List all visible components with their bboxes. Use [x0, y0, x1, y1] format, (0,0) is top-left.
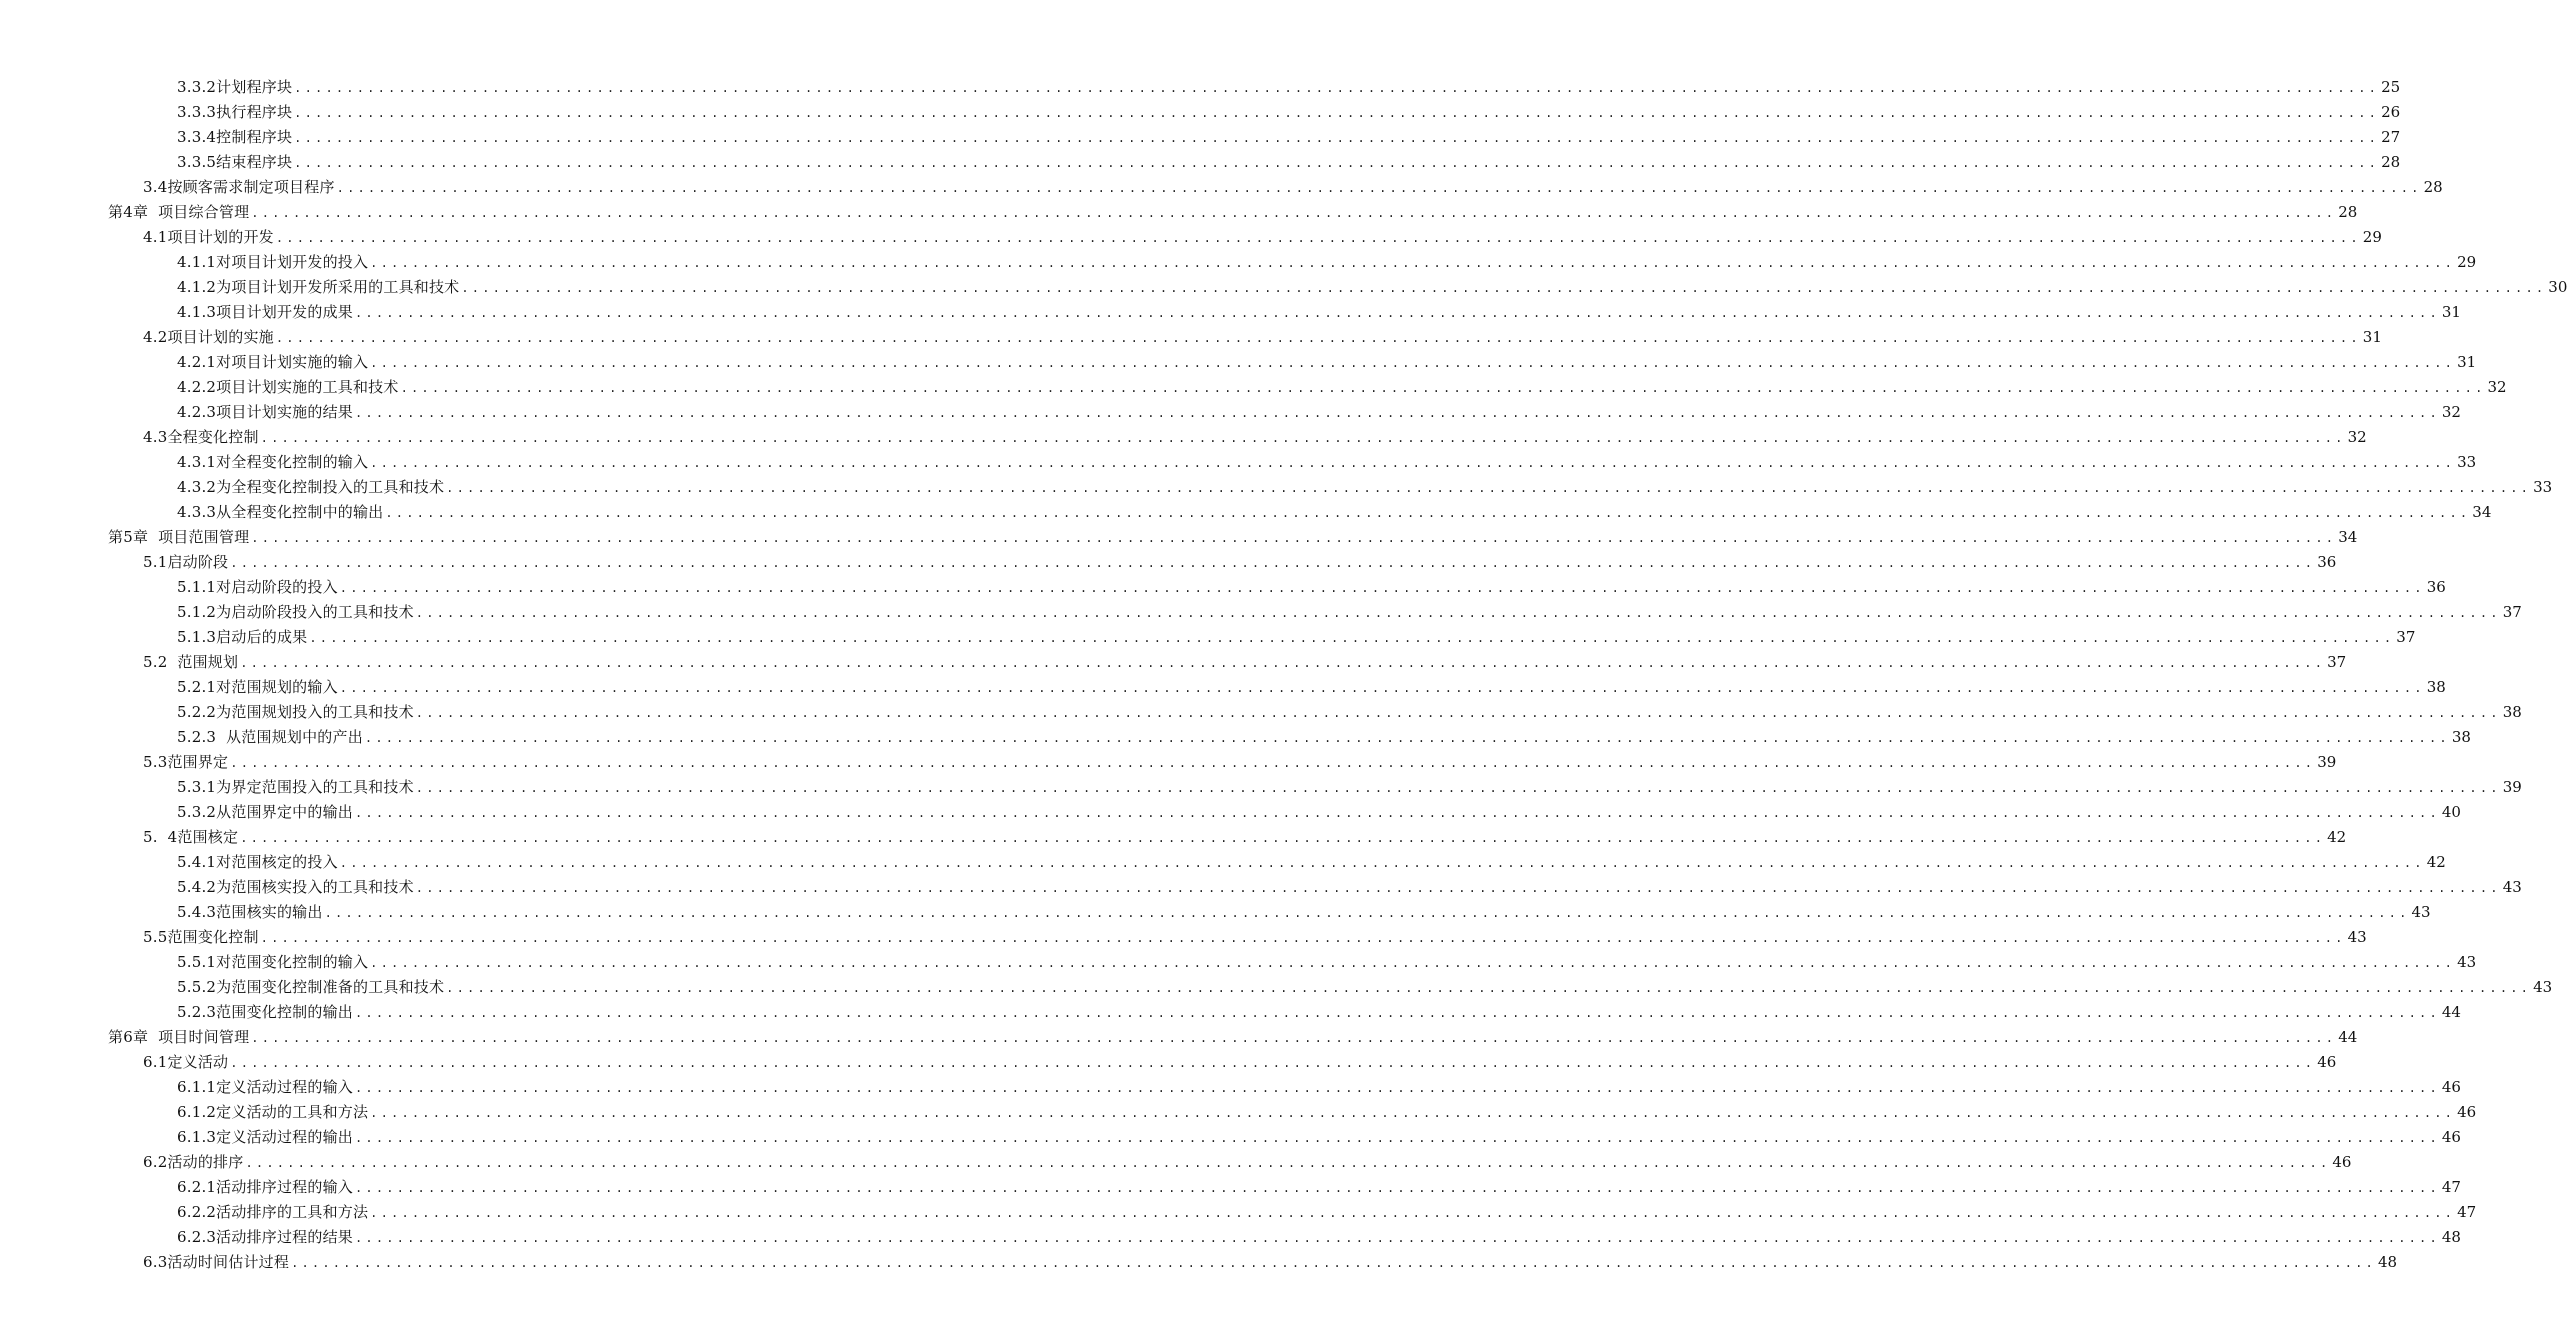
toc-dot-leader: ........................................................................................................................................................................................................ — [461, 281, 2547, 295]
toc-entry[interactable] — [0, 800, 2461, 825]
toc-entry-title: 6.1.2定义活动的工具和方法 — [177, 1103, 369, 1121]
toc-entry-page-number: 29 — [2362, 228, 2382, 246]
toc-dot-leader: ........................................................................................................................................................................................................ — [230, 556, 2316, 570]
toc-entry[interactable] — [0, 1075, 2461, 1100]
toc-entry-page-number: 48 — [2377, 1253, 2398, 1271]
toc-entry-title: 5.2.1对范围规划的输入 — [177, 678, 338, 696]
toc-entry-title: 3.3.5结束程序块 — [177, 153, 293, 171]
toc-entry[interactable] — [0, 1150, 2352, 1175]
toc-entry-title: 3.3.2计划程序块 — [177, 78, 293, 96]
toc-entry-title: 5.4.1对范围核定的投入 — [177, 853, 338, 871]
toc-entry-title: 5.2.3范围变化控制的输出 — [177, 1003, 353, 1021]
toc-dot-leader: ........................................................................................................................................................................................................ — [240, 656, 2326, 670]
toc-entry-title: 5.2.3 从范围规划中的产出 — [177, 728, 363, 746]
toc-entry-page-number: 46 — [2457, 1103, 2477, 1121]
toc-dot-leader: ........................................................................................................................................................................................................ — [354, 406, 2440, 420]
toc-entry-title: 5.3.1为界定范围投入的工具和技术 — [177, 778, 414, 796]
toc-entry-page-number: 38 — [2426, 678, 2446, 696]
toc-entry-title: 5.5.2为范围变化控制准备的工具和技术 — [177, 978, 445, 996]
toc-entry[interactable] — [0, 550, 2337, 575]
toc-entry-page-number: 46 — [2441, 1078, 2461, 1096]
toc-entry-title: 5.3.2从范围界定中的输出 — [177, 803, 353, 821]
toc-dot-leader: ........................................................................................................................................................................................................ — [370, 1106, 2456, 1120]
toc-entry[interactable] — [0, 450, 2477, 475]
toc-dot-leader: ........................................................................................................................................................................................................ — [370, 1206, 2456, 1220]
toc-dot-leader: ........................................................................................................................................................................................................ — [291, 1256, 2376, 1270]
toc-entry-title: 4.1项目计划的开发 — [143, 228, 274, 246]
toc-entry-title: 5.2 范围规划 — [143, 653, 239, 671]
toc-entry-title: 第4章 项目综合管理 — [108, 203, 250, 221]
toc-dot-leader: ........................................................................................................................................................................................................ — [275, 331, 2361, 345]
toc-entry-title: 4.3全程变化控制 — [143, 428, 259, 446]
toc-entry[interactable] — [0, 1175, 2461, 1200]
toc-entry-page-number: 33 — [2533, 478, 2553, 496]
toc-entry-title: 6.2.2活动排序的工具和方法 — [177, 1203, 369, 1221]
toc-dot-leader: ........................................................................................................................................................................................................ — [260, 931, 2346, 945]
toc-dot-leader: ........................................................................................................................................................................................................ — [446, 481, 2532, 495]
toc-entry[interactable] — [0, 1225, 2461, 1250]
toc-entry-page-number: 37 — [2502, 603, 2522, 621]
toc-dot-leader: ........................................................................................................................................................................................................ — [446, 981, 2532, 995]
toc-dot-leader: ........................................................................................................................................................................................................ — [251, 531, 2337, 545]
toc-entry[interactable] — [0, 600, 2522, 625]
toc-entry-page-number: 37 — [2396, 628, 2416, 646]
toc-dot-leader: ........................................................................................................................................................................................................ — [294, 156, 2380, 170]
toc-entry[interactable] — [0, 1100, 2477, 1125]
toc-entry-title: 5.3范围界定 — [143, 753, 229, 771]
toc-dot-leader: ........................................................................................................................................................................................................ — [354, 306, 2440, 320]
toc-dot-leader: ........................................................................................................................................................................................................ — [251, 206, 2337, 220]
toc-dot-leader: ........................................................................................................................................................................................................ — [336, 181, 2422, 195]
toc-dot-leader: ........................................................................................................................................................................................................ — [245, 1156, 2331, 1170]
toc-entry[interactable] — [0, 475, 2553, 500]
toc-entry-page-number: 47 — [2441, 1178, 2461, 1196]
toc-entry-page-number: 28 — [2423, 178, 2443, 196]
toc-dot-leader: ........................................................................................................................................................................................................ — [415, 781, 2501, 795]
toc-entry-page-number: 48 — [2441, 1228, 2461, 1246]
toc-dot-leader: ........................................................................................................................................................................................................ — [354, 1081, 2440, 1095]
toc-entry-page-number: 37 — [2327, 653, 2347, 671]
toc-entry[interactable] — [0, 125, 2401, 150]
toc-entry[interactable] — [0, 1025, 2358, 1050]
toc-entry-title: 4.3.2为全程变化控制投入的工具和技术 — [177, 478, 445, 496]
toc-entry[interactable] — [0, 975, 2553, 1000]
toc-entry[interactable] — [0, 575, 2446, 600]
toc-entry-page-number: 30 — [2548, 278, 2567, 296]
toc-entry-page-number: 44 — [2441, 1003, 2461, 1021]
toc-entry[interactable] — [0, 250, 2477, 275]
toc-dot-leader: ........................................................................................................................................................................................................ — [275, 231, 2361, 245]
toc-dot-leader: ........................................................................................................................................................................................................ — [324, 906, 2410, 920]
table-of-contents — [0, 75, 2567, 1275]
toc-entry[interactable] — [0, 850, 2446, 875]
toc-dot-leader: ........................................................................................................................................................................................................ — [339, 681, 2425, 695]
toc-entry[interactable] — [0, 525, 2358, 550]
toc-entry-page-number: 32 — [2487, 378, 2507, 396]
toc-entry-title: 3.4按顾客需求制定项目程序 — [143, 178, 335, 196]
toc-entry-page-number: 28 — [2338, 203, 2358, 221]
toc-entry[interactable] — [0, 225, 2382, 250]
toc-entry-page-number: 31 — [2362, 328, 2382, 346]
toc-dot-leader: ........................................................................................................................................................................................................ — [251, 1031, 2337, 1045]
toc-dot-leader: ........................................................................................................................................................................................................ — [240, 831, 2326, 845]
toc-entry-title: 第5章 项目范围管理 — [108, 528, 250, 546]
toc-entry-page-number: 47 — [2457, 1203, 2477, 1221]
toc-entry[interactable] — [0, 1000, 2461, 1025]
toc-entry-title: 4.3.1对全程变化控制的输入 — [177, 453, 369, 471]
toc-entry-title: 6.2活动的排序 — [143, 1153, 244, 1171]
toc-entry[interactable] — [0, 425, 2367, 450]
toc-entry[interactable] — [0, 200, 2358, 225]
toc-dot-leader: ........................................................................................................................................................................................................ — [339, 581, 2425, 595]
toc-entry[interactable] — [0, 700, 2522, 725]
toc-dot-leader: ........................................................................................................................................................................................................ — [400, 381, 2486, 395]
toc-dot-leader: ........................................................................................................................................................................................................ — [370, 356, 2456, 370]
toc-entry[interactable] — [0, 150, 2401, 175]
toc-entry-title: 5.5.1对范围变化控制的输入 — [177, 953, 369, 971]
toc-entry-title: 5.1启动阶段 — [143, 553, 229, 571]
toc-entry-title: 4.2项目计划的实施 — [143, 328, 274, 346]
toc-dot-leader: ........................................................................................................................................................................................................ — [385, 506, 2471, 520]
toc-entry-title: 6.1.1定义活动过程的输入 — [177, 1078, 353, 1096]
toc-entry-title: 3.3.3执行程序块 — [177, 103, 293, 121]
toc-entry-page-number: 43 — [2347, 928, 2367, 946]
toc-entry-page-number: 32 — [2441, 403, 2461, 421]
toc-entry[interactable] — [0, 275, 2567, 300]
toc-entry-page-number: 31 — [2457, 353, 2477, 371]
toc-entry-title: 6.3活动时间估计过程 — [143, 1253, 290, 1271]
toc-entry[interactable] — [0, 950, 2477, 975]
toc-dot-leader: ........................................................................................................................................................................................................ — [354, 806, 2440, 820]
toc-entry-title: 5.1.3启动后的成果 — [177, 628, 308, 646]
toc-dot-leader: ........................................................................................................................................................................................................ — [364, 731, 2450, 745]
toc-dot-leader: ........................................................................................................................................................................................................ — [260, 431, 2346, 445]
toc-entry[interactable] — [0, 375, 2507, 400]
toc-dot-leader: ........................................................................................................................................................................................................ — [354, 1231, 2440, 1245]
toc-entry[interactable] — [0, 625, 2416, 650]
toc-entry[interactable] — [0, 925, 2367, 950]
toc-entry-title: 第6章 项目时间管理 — [108, 1028, 250, 1046]
toc-entry-page-number: 46 — [2332, 1153, 2352, 1171]
toc-entry[interactable] — [0, 300, 2461, 325]
toc-entry-page-number: 26 — [2381, 103, 2401, 121]
toc-entry-page-number: 28 — [2381, 153, 2401, 171]
toc-entry-title: 6.1.3定义活动过程的输出 — [177, 1128, 353, 1146]
toc-entry-page-number: 46 — [2441, 1128, 2461, 1146]
toc-entry-title: 4.1.1对项目计划开发的投入 — [177, 253, 369, 271]
toc-entry[interactable] — [0, 100, 2401, 125]
toc-entry[interactable] — [0, 825, 2347, 850]
toc-dot-leader: ........................................................................................................................................................................................................ — [339, 856, 2425, 870]
toc-entry-page-number: 34 — [2472, 503, 2492, 521]
toc-dot-leader: ........................................................................................................................................................................................................ — [230, 756, 2316, 770]
toc-entry-title: 4.3.3从全程变化控制中的输出 — [177, 503, 384, 521]
toc-entry[interactable] — [0, 400, 2461, 425]
toc-entry-title: 4.1.2为项目计划开发所采用的工具和技术 — [177, 278, 460, 296]
toc-entry-title: 5. 4范围核定 — [143, 828, 239, 846]
toc-entry-page-number: 38 — [2451, 728, 2471, 746]
toc-entry-title: 5.2.2为范围规划投入的工具和技术 — [177, 703, 414, 721]
toc-entry-title: 3.3.4控制程序块 — [177, 128, 293, 146]
toc-entry-page-number: 43 — [2411, 903, 2431, 921]
toc-entry[interactable] — [0, 1050, 2337, 1075]
toc-entry-title: 6.1定义活动 — [143, 1053, 229, 1071]
toc-entry-page-number: 43 — [2533, 978, 2553, 996]
toc-entry-page-number: 42 — [2426, 853, 2446, 871]
toc-entry-page-number: 39 — [2317, 753, 2337, 771]
toc-entry-page-number: 27 — [2381, 128, 2401, 146]
toc-dot-leader: ........................................................................................................................................................................................................ — [354, 1131, 2440, 1145]
toc-dot-leader: ........................................................................................................................................................................................................ — [370, 256, 2456, 270]
toc-entry-page-number: 33 — [2457, 453, 2477, 471]
toc-entry[interactable] — [0, 875, 2522, 900]
toc-entry-title: 4.2.3项目计划实施的结果 — [177, 403, 353, 421]
toc-entry[interactable] — [0, 1250, 2398, 1275]
toc-dot-leader: ........................................................................................................................................................................................................ — [354, 1006, 2440, 1020]
toc-dot-leader: ........................................................................................................................................................................................................ — [294, 81, 2380, 95]
toc-entry[interactable] — [0, 1125, 2461, 1150]
toc-entry-page-number: 32 — [2347, 428, 2367, 446]
toc-entry-page-number: 36 — [2426, 578, 2446, 596]
toc-entry-title: 5.4.2为范围核实投入的工具和技术 — [177, 878, 414, 896]
toc-entry[interactable] — [0, 725, 2471, 750]
toc-entry-page-number: 44 — [2338, 1028, 2358, 1046]
toc-entry[interactable] — [0, 1200, 2477, 1225]
toc-entry-title: 5.1.1对启动阶段的投入 — [177, 578, 338, 596]
toc-entry[interactable] — [0, 750, 2337, 775]
toc-dot-leader: ........................................................................................................................................................................................................ — [294, 106, 2380, 120]
toc-entry[interactable] — [0, 500, 2492, 525]
toc-entry-page-number: 43 — [2457, 953, 2477, 971]
toc-entry[interactable] — [0, 675, 2446, 700]
toc-dot-leader: ........................................................................................................................................................................................................ — [370, 456, 2456, 470]
toc-entry-page-number: 39 — [2502, 778, 2522, 796]
toc-entry[interactable] — [0, 75, 2401, 100]
toc-entry-page-number: 36 — [2317, 553, 2337, 571]
toc-entry-page-number: 46 — [2317, 1053, 2337, 1071]
toc-entry-page-number: 25 — [2381, 78, 2401, 96]
toc-entry[interactable] — [0, 775, 2522, 800]
toc-entry-page-number: 40 — [2441, 803, 2461, 821]
toc-entry-title: 4.2.2项目计划实施的工具和技术 — [177, 378, 399, 396]
toc-dot-leader: ........................................................................................................................................................................................................ — [294, 131, 2380, 145]
toc-entry[interactable] — [0, 350, 2477, 375]
toc-entry[interactable] — [0, 325, 2382, 350]
toc-dot-leader: ........................................................................................................................................................................................................ — [230, 1056, 2316, 1070]
toc-entry-title: 4.1.3项目计划开发的成果 — [177, 303, 353, 321]
toc-entry-title: 4.2.1对项目计划实施的输入 — [177, 353, 369, 371]
toc-entry-title: 6.2.3活动排序过程的结果 — [177, 1228, 353, 1246]
toc-entry-page-number: 43 — [2502, 878, 2522, 896]
toc-dot-leader: ........................................................................................................................................................................................................ — [354, 1181, 2440, 1195]
toc-dot-leader: ........................................................................................................................................................................................................ — [415, 606, 2501, 620]
toc-entry-title: 5.1.2为启动阶段投入的工具和技术 — [177, 603, 414, 621]
toc-entry-page-number: 42 — [2327, 828, 2347, 846]
toc-entry[interactable] — [0, 650, 2347, 675]
toc-dot-leader: ........................................................................................................................................................................................................ — [370, 956, 2456, 970]
toc-entry[interactable] — [0, 175, 2443, 200]
toc-entry-page-number: 29 — [2457, 253, 2477, 271]
toc-entry-page-number: 31 — [2441, 303, 2461, 321]
toc-entry[interactable] — [0, 900, 2431, 925]
toc-entry-title: 5.4.3范围核实的输出 — [177, 903, 323, 921]
toc-entry-page-number: 38 — [2502, 703, 2522, 721]
toc-entry-page-number: 34 — [2338, 528, 2358, 546]
toc-entry-title: 5.5范围变化控制 — [143, 928, 259, 946]
toc-dot-leader: ........................................................................................................................................................................................................ — [415, 881, 2501, 895]
toc-dot-leader: ........................................................................................................................................................................................................ — [309, 631, 2395, 645]
toc-entry-title: 6.2.1活动排序过程的输入 — [177, 1178, 353, 1196]
toc-dot-leader: ........................................................................................................................................................................................................ — [415, 706, 2501, 720]
